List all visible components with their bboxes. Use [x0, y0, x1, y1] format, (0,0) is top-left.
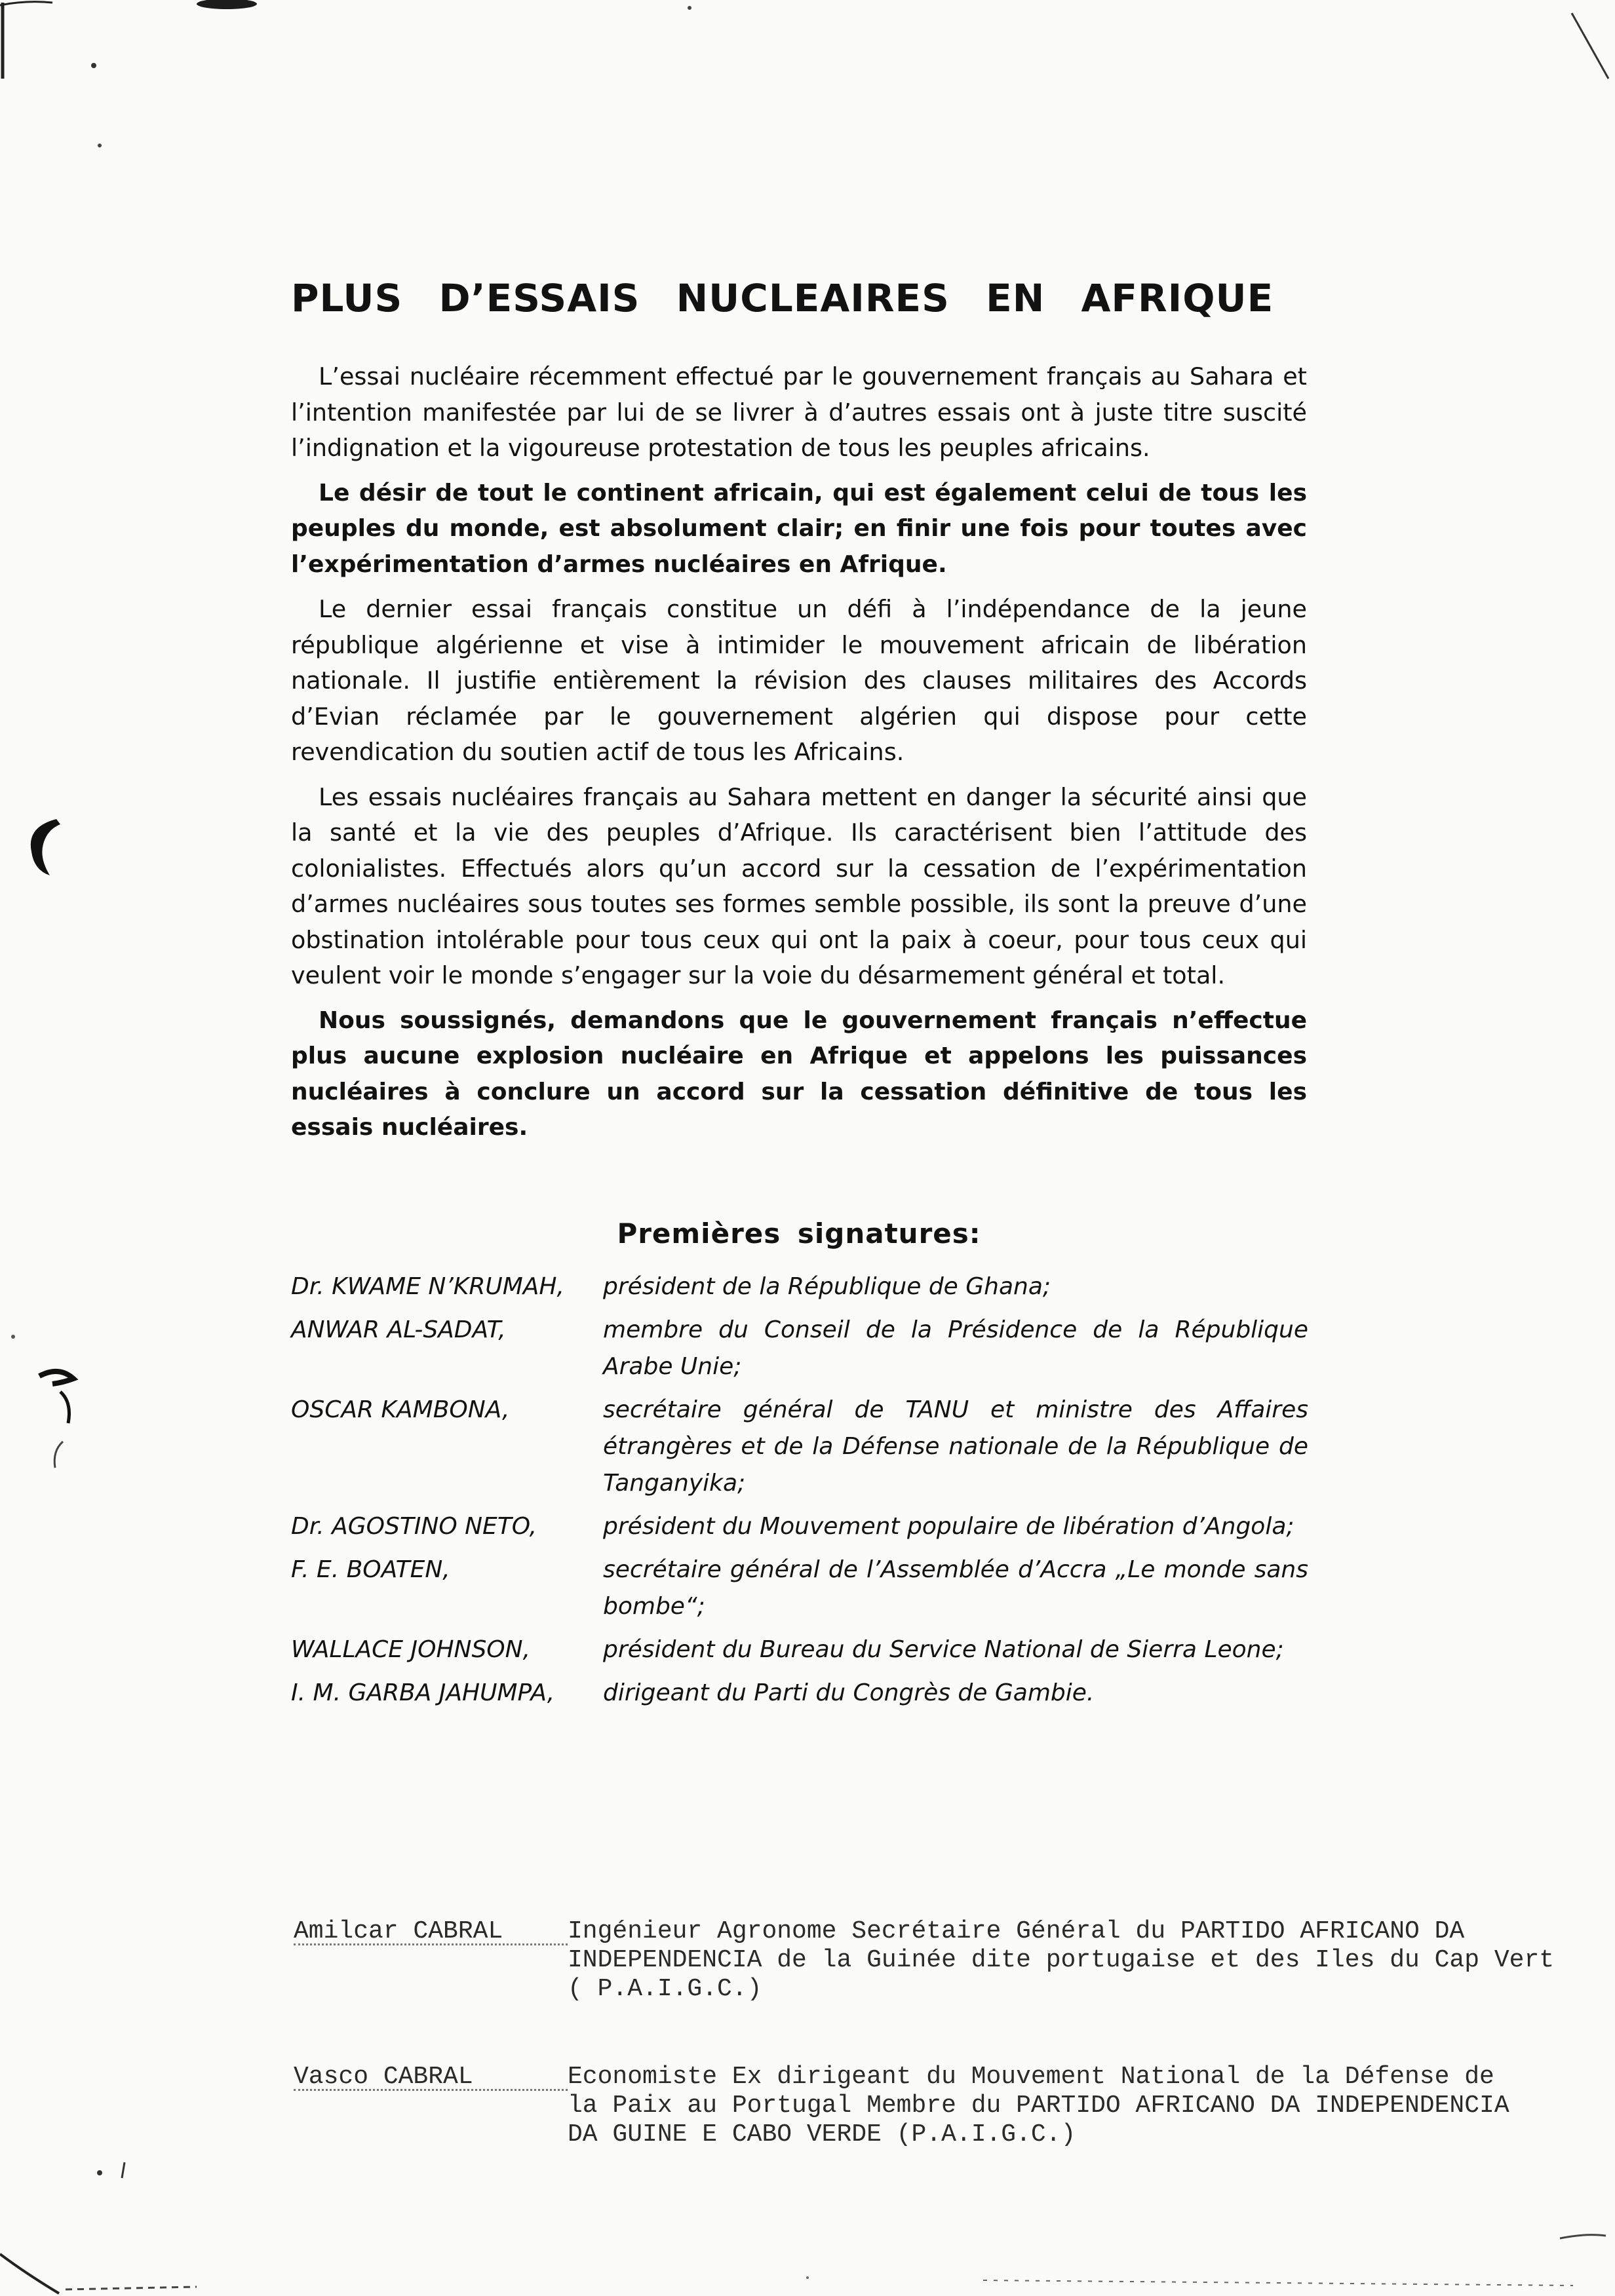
paragraph-5-bold: Nous soussignés, demandons que le gouvernement français n’effectue plus aucune explosion nucléaire en Afrique et appelons les puissances nucléaires à conclure un accord sur la cessation définitive de tous les essais nucléaires.	[291, 1006, 1307, 1141]
signatory-role: président de la République de Ghana;	[603, 1273, 1051, 1300]
paragraph-4: Les essais nucléaires français au Sahara mettent en danger la sécurité ainsi que la santé et la vie des peuples d’Afrique. Ils caractérisent bien l’attitude des colonialistes. Effectués alors qu’un accord sur la cessation de l’expérimentation d’armes nucléaires sous toutes ses formes semble possible, ils sont la preuve d’une obstination intolérable pour tous ceux qui ont la paix à coeur, pour tous ceux qui veulent voir le monde s’engager sur la voie du désarmement général et total.	[291, 782, 1307, 989]
signatory-role: membre du Conseil de la Présidence de la République Arabe Unie;	[603, 1316, 1308, 1380]
signatory-name: Dr. KWAME N’KRUMAH,	[291, 1273, 564, 1300]
signatory-name: I. M. GARBA JAHUMPA,	[291, 1679, 555, 1706]
signatory-name: OSCAR KAMBONA,	[291, 1396, 510, 1423]
typed-signatory-description: Economiste Ex dirigeant du Mouvement National de la Défense de la Paix au Portugal Membre du PARTIDO AFRICANO DA INDEPENDENCIA DA GUINE E CABO VERDE (P.A.I.G.C.)	[568, 2063, 1509, 2149]
typed-signatory-name: Amilcar CABRAL	[294, 1917, 568, 1945]
signature-entry	[291, 1632, 1313, 1668]
signatory-name: F. E. BOATEN,	[291, 1556, 450, 1583]
paragraph-1: L’essai nucléaire récemment effectué par le gouvernement français au Sahara et l’intention manifestée par lui de se livrer à d’autres essais ont à juste titre suscité l’indignation et la vigoureuse protestation de tous les peuples africains.	[291, 362, 1307, 462]
document-body	[291, 359, 1307, 1155]
signature-entry	[291, 1392, 1313, 1502]
signature-entry	[291, 1269, 1313, 1305]
signatures-heading: Premières signatures:	[617, 1217, 981, 1250]
signatory-name: ANWAR AL-SADAT,	[291, 1316, 506, 1343]
document-title: PLUS D’ESSAIS NUCLEAIRES EN AFRIQUE	[291, 276, 1274, 320]
paragraph-2-bold: Le désir de tout le continent africain, qui est également celui de tous les peuples du monde, est absolument clair; en finir une fois pour toutes avec l’expérimentation d’armes nucléaires en Afrique.	[291, 479, 1307, 578]
typed-addition-1	[294, 1917, 1591, 2004]
signatory-name: WALLACE JOHNSON,	[291, 1636, 531, 1663]
signature-entry	[291, 1312, 1313, 1385]
typed-signatory-description: Ingénieur Agronome Secrétaire Général du PARTIDO AFRICANO DA INDEPENDENCIA de la Guinée dite portugaise et des Iles du Cap Vert ( P.A.I.G.C.)	[568, 1917, 1555, 2003]
signatory-role: président du Mouvement populaire de libération d’Angola;	[603, 1513, 1294, 1540]
signature-entry	[291, 1552, 1313, 1625]
signatory-role: secrétaire général de l’Assemblée d’Accra „Le monde sans bombe“;	[603, 1556, 1308, 1620]
signatory-role: président du Bureau du Service National de Sierra Leone;	[603, 1636, 1284, 1663]
signature-entry	[291, 1675, 1313, 1712]
signatory-role: secrétaire général de TANU et ministre des Affaires étrangères et de la Défense nationale de la République de Tanganyika;	[603, 1396, 1308, 1497]
typed-signatory-name: Vasco CABRAL	[294, 2063, 568, 2091]
signature-entry	[291, 1508, 1313, 1545]
signatory-name: Dr. AGOSTINO NETO,	[291, 1513, 537, 1540]
typed-addition-2	[294, 2063, 1591, 2149]
signatory-role: dirigeant du Parti du Congrès de Gambie.	[603, 1679, 1095, 1706]
signatures-list	[291, 1269, 1313, 1718]
paragraph-3: Le dernier essai français constitue un défi à l’indépendance de la jeune république algérienne et vise à intimider le mouvement africain de libération nationale. Il justifie entièrement la révision des clauses militaires des Accords d’Evian réclamée par le gouvernement algérien qui dispose pour cette revendication du soutien actif de tous les Africains.	[291, 595, 1307, 766]
